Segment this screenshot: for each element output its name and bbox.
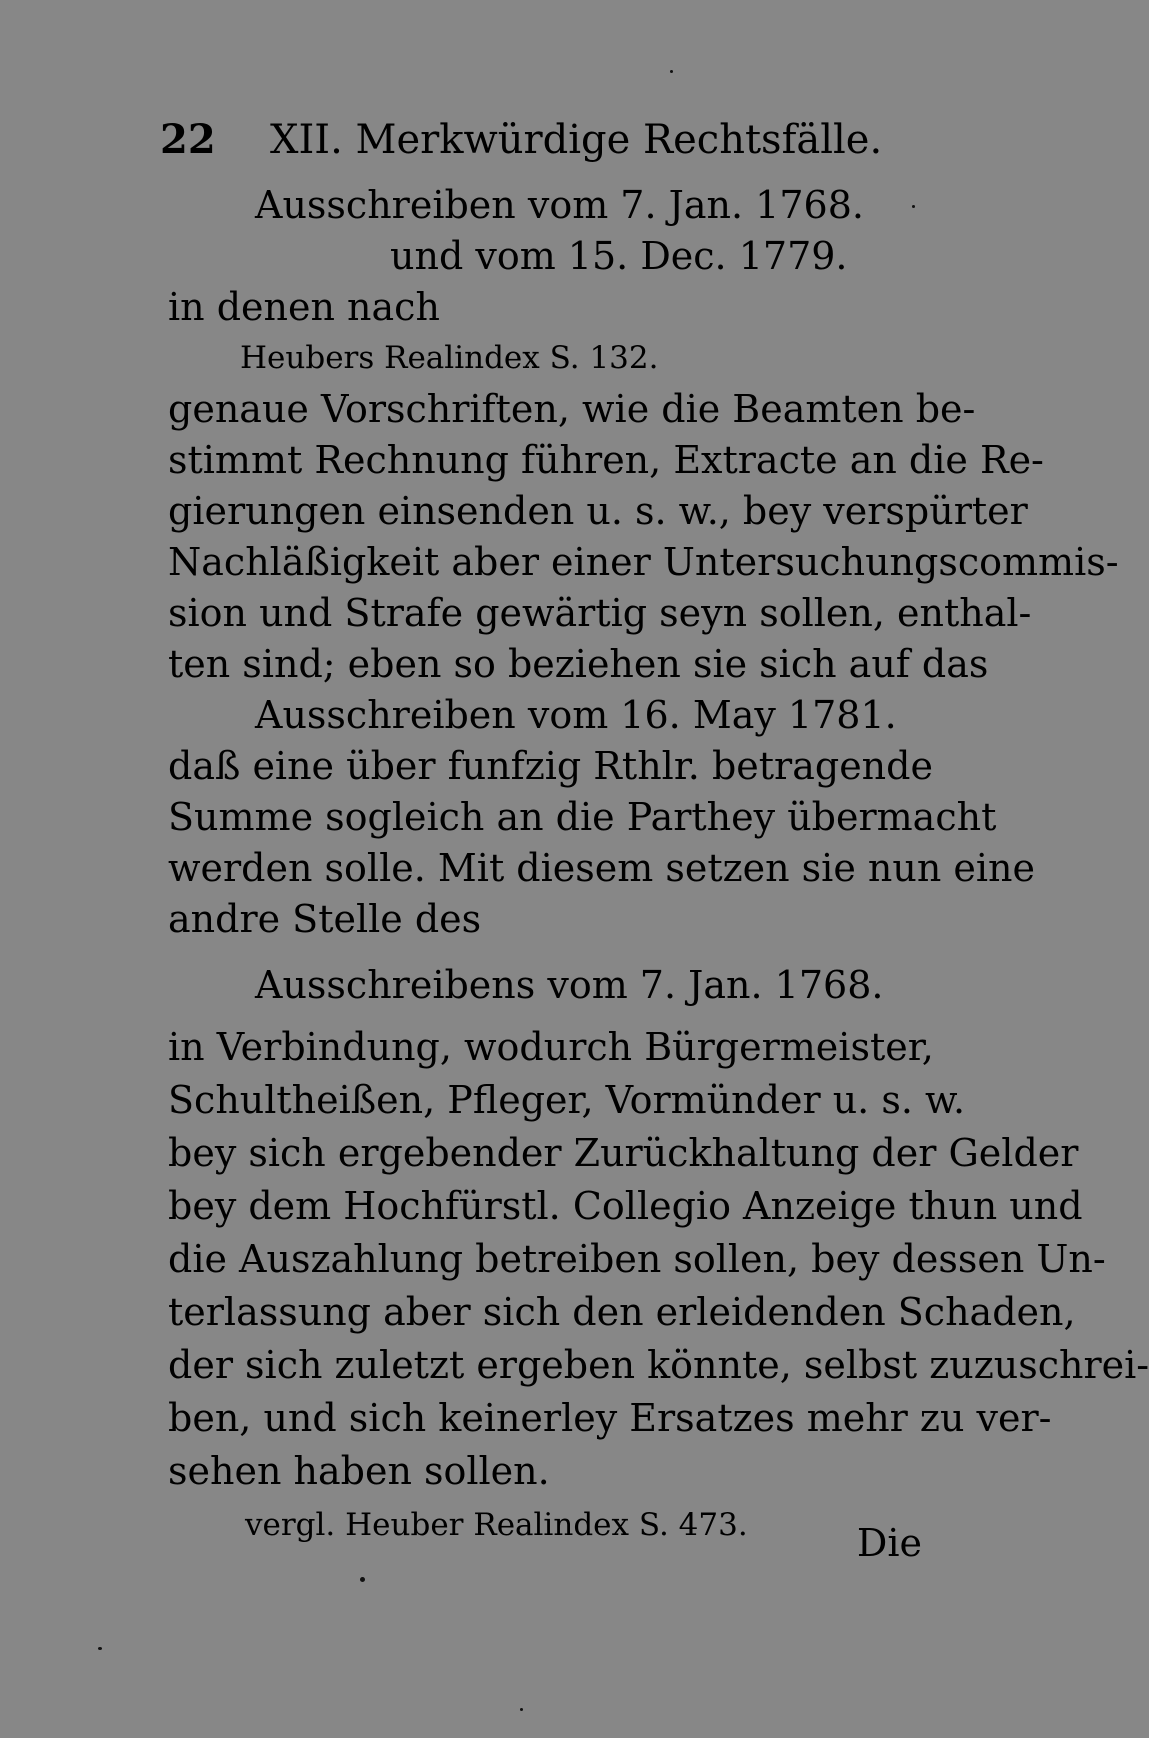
page-header	[160, 112, 883, 168]
text-line: ben, und sich keinerley Ersatzes mehr zu ver-	[168, 1396, 1052, 1440]
text-line: sehen haben sollen.	[168, 1449, 550, 1493]
scan-speck	[360, 1577, 365, 1582]
text-line: bey sich ergebender Zurückhaltung der Gelder	[168, 1131, 1079, 1175]
text-line: andre Stelle des	[168, 897, 482, 941]
text-line: Summe sogleich an die Parthey übermacht	[168, 795, 997, 839]
text-line: Nachläßigkeit aber einer Untersuchungscommis-	[168, 540, 1119, 584]
text-line: die Auszahlung betreiben sollen, bey dessen Un-	[168, 1237, 1106, 1281]
text-line: in denen nach	[168, 285, 440, 329]
scan-speck	[912, 205, 915, 208]
text-line: sion und Strafe gewärtig seyn sollen, enthal-	[168, 591, 1032, 635]
text-line: ten sind; eben so beziehen sie sich auf das	[168, 642, 989, 686]
scan-speck	[520, 1708, 523, 1711]
reference-line: Heubers Realindex S. 132.	[240, 340, 659, 376]
text-line: werden solle. Mit diesem setzen sie nun eine	[168, 846, 1036, 890]
scan-speck	[670, 70, 673, 73]
running-head: XII. Merkwürdige Rechtsfälle.	[270, 117, 883, 163]
catchword: Die	[856, 1521, 922, 1565]
scan-speck	[98, 1647, 102, 1650]
text-line: genaue Vorschriften, wie die Beamten be-	[168, 387, 976, 431]
text-line: der sich zuletzt ergeben könnte, selbst zuzuschrei-	[168, 1343, 1149, 1387]
text-line: stimmt Rechnung führen, Extracte an die Re-	[168, 438, 1044, 482]
reference-line: vergl. Heuber Realindex S. 473.	[245, 1507, 748, 1543]
text-line: gierungen einsenden u. s. w., bey verspürter	[168, 489, 1028, 533]
text-line: terlassung aber sich den erleidenden Schaden,	[168, 1290, 1076, 1334]
page-number: 22	[160, 116, 216, 163]
text-line: Schultheißen, Pfleger, Vormünder u. s. w.	[168, 1078, 966, 1122]
cited-decree-heading: Ausschreibens vom 7. Jan. 1768.	[255, 963, 884, 1007]
text-line: daß eine über funfzig Rthlr. betragende	[168, 744, 933, 788]
text-line: bey dem Hochfürstl. Collegio Anzeige thun und	[168, 1184, 1083, 1228]
cited-decree-heading: Ausschreiben vom 7. Jan. 1768.	[255, 183, 864, 227]
cited-decree-heading: Ausschreiben vom 16. May 1781.	[255, 693, 897, 737]
text-line: in Verbindung, wodurch Bürgermeister,	[168, 1025, 934, 1069]
cited-decree-heading: und vom 15. Dec. 1779.	[390, 234, 848, 278]
